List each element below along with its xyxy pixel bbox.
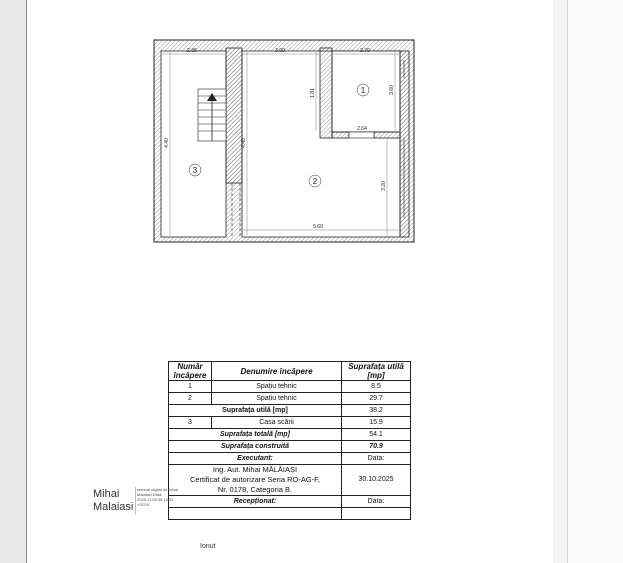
areas-table <box>168 361 411 520</box>
built-area-row: Suprafața construită 70.9 <box>169 441 411 453</box>
room-3 <box>161 51 226 237</box>
received-row <box>169 508 411 520</box>
floor-plan <box>152 38 416 244</box>
room-label-3: 3 <box>192 166 198 175</box>
room-label-1: 1 <box>360 86 366 95</box>
dim-bottom: 5.60 <box>313 224 323 230</box>
executant-header-row: Executant: Data: <box>169 453 411 465</box>
received-header-row: Recepționat: Data: <box>169 496 411 508</box>
table-row: 1 Spațiu tehnic 8.5 <box>169 381 411 393</box>
partition-wall-mid <box>320 48 332 138</box>
dim-left-room3: 4.40 <box>164 138 170 148</box>
total-area-row: Suprafața totală [mp] 54.1 <box>169 429 411 441</box>
dim-v-right: 3.60 <box>389 85 395 95</box>
digital-signature-name: Mihai Malaiasi <box>93 488 134 513</box>
receiver-signature: Ionut <box>200 543 216 550</box>
dim-mid-room2: 4.40 <box>241 138 247 148</box>
wall-room1-bottom <box>332 132 349 138</box>
door-opening <box>349 132 374 138</box>
dim-top-right: 2.70 <box>360 48 370 54</box>
partition-wall-left <box>226 48 242 183</box>
table-row: 2 Spațiu tehnic 29.7 <box>169 393 411 405</box>
wall-room1-bottom-right <box>374 132 400 138</box>
header-name: Denumire încăpere <box>212 362 342 381</box>
dim-v-mid: 1.81 <box>310 88 316 98</box>
dim-top-left: 2.35 <box>187 48 197 54</box>
page-gutter <box>553 0 568 563</box>
digital-signature-meta: semnat digital de Mihai Malaiasi Data: 2025.11.06 09:15:33 +02'00' <box>137 487 178 507</box>
header-number: Număr încăpere <box>169 362 212 381</box>
dim-right-room2: 3.20 <box>381 181 387 191</box>
table-row: 3 Casa scării 15.9 <box>169 417 411 429</box>
executant-cert: Certificat de autorizare Seria RO-AG-F, <box>189 475 321 484</box>
executant-name: Ing. Aut. Mihai MĂLĂIAȘI <box>212 465 298 474</box>
executant-category: Nr. 0178, Categoria B. <box>217 485 293 494</box>
room-label-2: 2 <box>312 177 318 186</box>
staircase <box>198 89 226 141</box>
side-panel <box>568 0 623 563</box>
executant-date: 30.10.2025 <box>342 465 411 496</box>
right-wall <box>400 51 409 237</box>
signature-divider <box>135 487 136 515</box>
dim-top-mid: 3.00 <box>275 48 285 54</box>
dim-door: 2.64 <box>357 126 367 132</box>
executant-row <box>169 465 411 496</box>
useful-area-row: Suprafața utilă [mp] 38.2 <box>169 405 411 417</box>
header-area: Suprafața utilă [mp] <box>342 362 411 381</box>
